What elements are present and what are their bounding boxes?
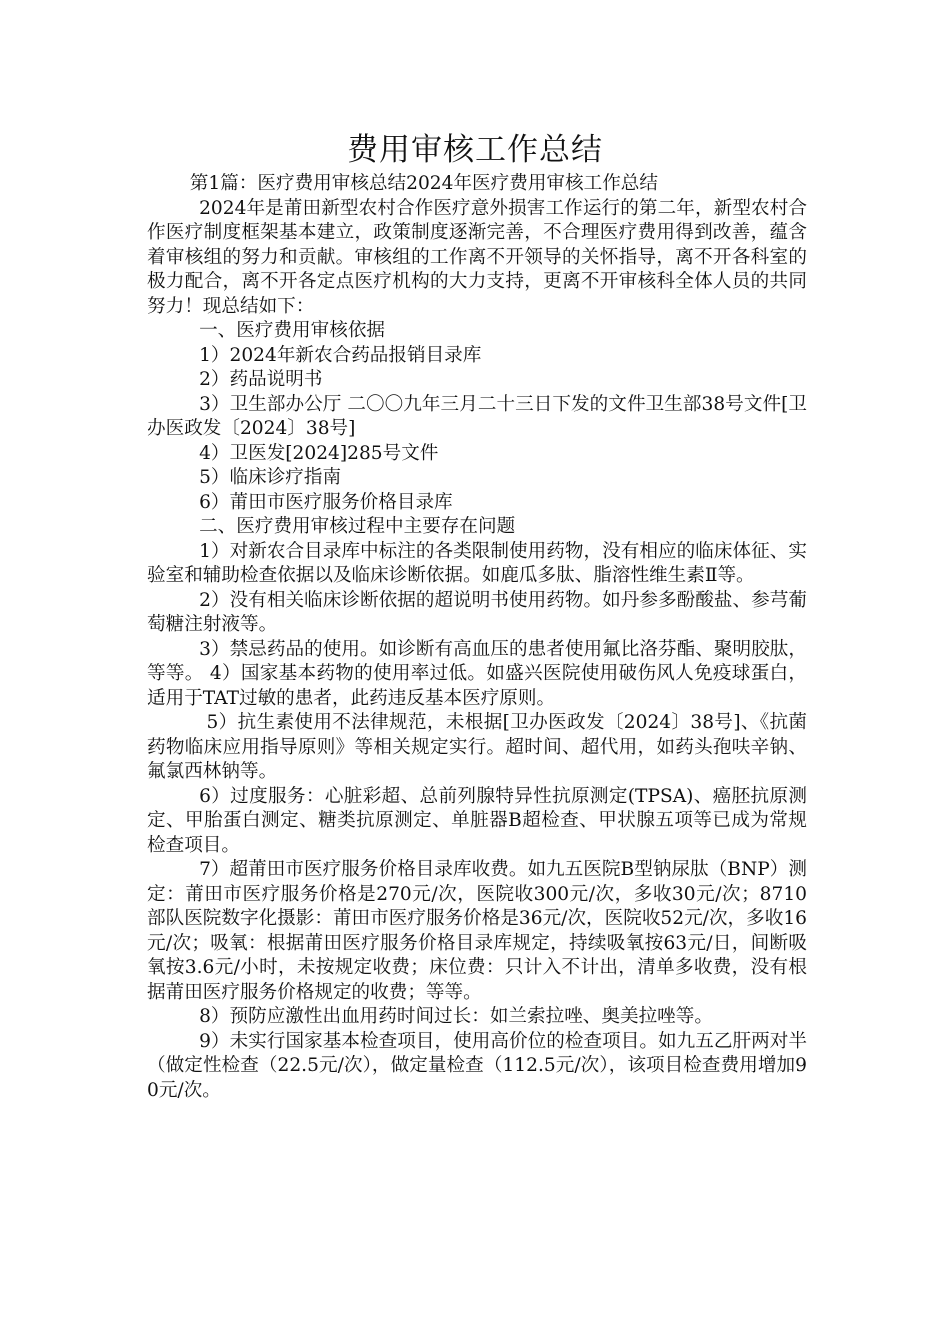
basis-item-5: 5）临床诊疗指南: [199, 467, 342, 488]
article-subtitle: 第1篇：医疗费用审核总结2024年医疗费用审核工作总结: [189, 173, 658, 194]
problem-item-5: 5）抗生素使用不法律规范，未根据[卫办医政发〔2024〕38号]、《抗菌药物临床应用指导原则》等相关规定实行。超时间、超代用，如药头孢呋辛钠、氟氯西林钠等。: [147, 712, 807, 782]
document-body: [147, 172, 807, 1103]
section-heading-basis: 一、医疗费用审核依据: [199, 320, 386, 341]
basis-item-3: 3）卫生部办公厅 二〇〇九年三月二十三日下发的文件卫生部38号文件[卫办医政发〔2024〕38号]: [147, 393, 807, 439]
basis-item-6: 6）莆田市医疗服务价格目录库: [199, 491, 453, 513]
intro-paragraph: 2024年是莆田新型农村合作医疗意外损害工作运行的第二年，新型农村合作医疗制度框架基本建立，政策制度逐渐完善，不合理医疗费用得到改善，蕴含着审核组的努力和贡献。审核组的工作离不开领导的关怀指导，离不开各科室的极力配合，离不开各定点医疗机构的大力支持，更离不开审核科全体人员的共同努力！现总结如下：: [147, 197, 807, 317]
document-title: 费用审核工作总结: [347, 132, 603, 168]
problem-item-6: 6）过度服务：心脏彩超、总前列腺特异性抗原测定(TPSA)、癌胚抗原测定、甲胎蛋白测定、糖类抗原测定、单脏器B超检查、甲状腺五项等已成为常规检查项目。: [147, 785, 807, 856]
problem-item-9: 9）未实行国家基本检查项目，使用高价位的检查项目。如九五乙肝两对半（做定性检查（22.5元/次），做定量检查（112.5元/次），该项目检查费用增加90元/次。: [147, 1030, 807, 1101]
problem-item-7: 7）超莆田市医疗服务价格目录库收费。如九五医院B型钠尿肽（BNP）测定：莆田市医疗服务价格是270元/次，医院收300元/次，多收30元/次；8710部队医院数字化摄影：莆田市医疗服务价格是36元/次，医院收52元/次，多收16元/次；吸氧：根据莆田医疗服务价格目录库规定，持续吸氧按63元/日，间断吸氧按3.6元/小时，未按规定收费；床位费：只计入不计出，清单多收费，没有根据莆田医疗服务价格规定的收费；等等。: [147, 859, 807, 1003]
problem-item-1: 1）对新农合目录库中标注的各类限制使用药物，没有相应的临床体征、实验室和辅助检查依据以及临床诊断依据。如鹿瓜多肽、脂溶性维生素Ⅱ等。: [147, 540, 807, 586]
basis-item-1: 1）2024年新农合药品报销目录库: [199, 344, 482, 366]
basis-item-2: 2）药品说明书: [199, 369, 323, 390]
problem-item-2: 2）没有相关临床诊断依据的超说明书使用药物。如丹参多酚酸盐、参芎葡萄糖注射液等。: [147, 589, 807, 635]
problem-item-8: 8）预防应激性出血用药时间过长：如兰索拉唑、奥美拉唑等。: [199, 1006, 713, 1027]
section-heading-problems: 二、医疗费用审核过程中主要存在问题: [199, 516, 516, 537]
basis-item-4: 4）卫医发[2024]285号文件: [199, 442, 439, 464]
problem-item-3-4: 3）禁忌药品的使用。如诊断有高血压的患者使用氟比洛芬酯、聚明胶肽，等等。 4）国家基本药物的使用率过低。如盛兴医院使用破伤风人免疫球蛋白，适用于TAT过敏的患者，此药违反基本医疗原则。: [147, 638, 807, 709]
